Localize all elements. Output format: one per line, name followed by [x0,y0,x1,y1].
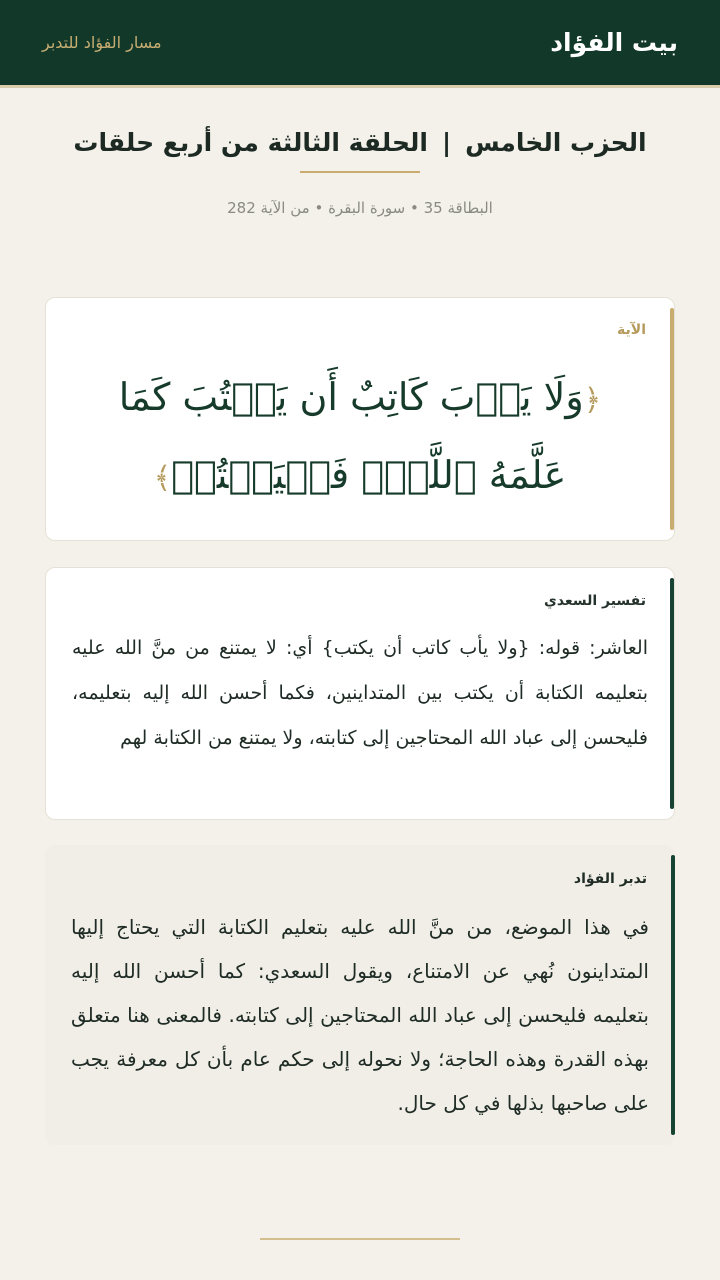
tafsir-card-label: تفسير السعدي [544,593,646,609]
reflection-card-accent [671,855,675,1135]
title-separator: | [441,128,452,157]
tafsir-card [45,567,675,820]
tafsir-text: العاشر: قوله: {ولا يأب كاتب أن يكتب} أي: لا يمتنع من منَّ الله عليه بتعليمه الكتابة أن يكتب بين المتداينين، فكما أحسن الله إليه بتعليمه، فليحسن إلى عباد الله المحتاجين إلى كتابته، ولا يمتنع من الكتابة لهم [72,637,648,749]
lesson-heading [0,128,720,173]
verse-card-accent [670,308,674,530]
verse-card [45,297,675,541]
reflection-card [45,845,675,1145]
tafsir-card-accent [670,578,674,809]
verse-card-label: الآية [617,322,646,338]
hizb-label: الحزب الخامس [465,128,647,157]
app-header [0,0,720,88]
verse-text [86,360,634,516]
verse-open-ornament: ﴿ [583,383,602,418]
reflection-card-label: تدبر الفؤاد [573,871,647,887]
card-meta: البطاقة 35 • سورة البقرة • من الآية 282 [227,199,493,217]
verse-body: وَلَا يَأۡبَ كَاتِبٌ أَن يَكۡتُبَ كَمَا عَلَّمَهُ ٱللَّهُۚ فَلۡيَكۡتُبۡ [118,375,584,497]
heading-divider [300,171,420,173]
bottom-divider [260,1238,460,1240]
reflection-text: في هذا الموضع، من منَّ الله عليه بتعليم الكتابة التي يحتاج إليها المتداينون نُهي عن الامتناع، ويقول السعدي: كما أحسن الله إليه بتعليمه فليحسن إلى عباد الله المحتاجين إلى كتابته. فالمعنى هنا متعلق بهذه القدرة وهذه الحاجة؛ ولا نحوله إلى حكم عام بأن كل معرفة يجب على صاحبها بذلها في كل حال. [71,915,649,1115]
lesson-title [0,128,720,157]
verse-close-ornament: ﴾ [153,461,172,496]
track-link[interactable]: مسار الفؤاد للتدبر [42,33,162,52]
brand-title[interactable]: بيت الفؤاد [550,28,678,57]
session-label: الحلقة الثالثة من أربع حلقات [73,128,428,157]
